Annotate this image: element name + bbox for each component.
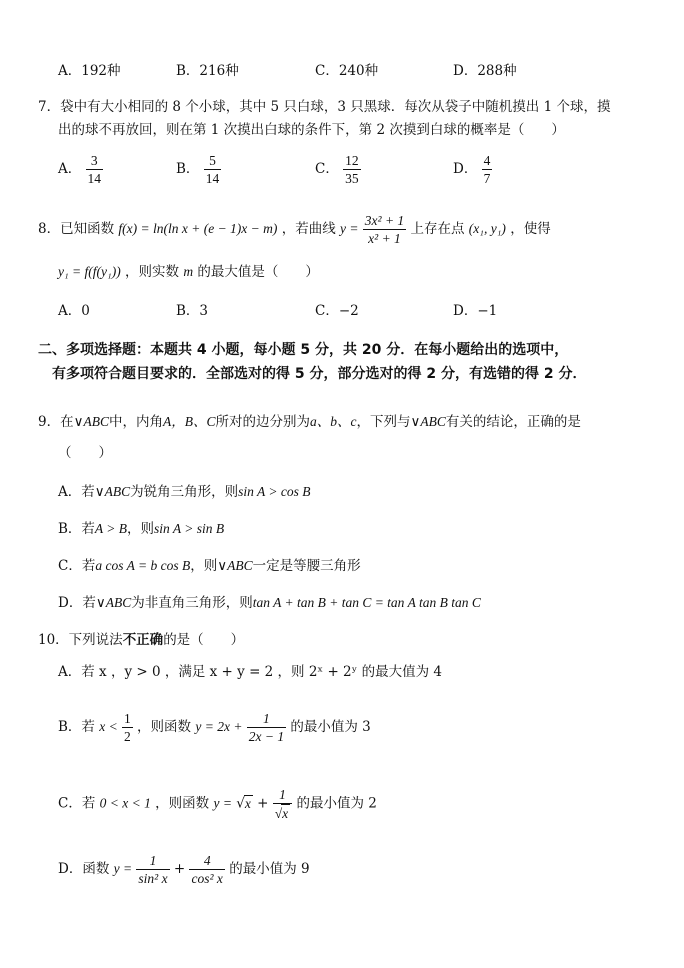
q8-function: f(x) = ln(ln x + (e − 1)x − m) — [118, 221, 278, 236]
q8-stem-line2: y₁ = f(f(y₁)) ，则实数 m 的最大值是（ ） — [58, 264, 319, 280]
q8-stem-line1: 8．已知函数 f(x) = ln(ln x + (e − 1)x − m) ，若曲线 y = $\frac{\text{3x² + 1}}{\text{x² + 1}}$ 上存在点 (x₁, y₁) ，使得 — [38, 213, 551, 246]
q8-condition: y₁ = f(f(y₁)) — [58, 264, 121, 279]
q9-option-a: A．若∨ABC为锐角三角形，则sin A > cos B — [58, 484, 311, 500]
q7-option-b-fraction: $\frac{5}{14}$ — [205, 153, 220, 186]
q6-option-c: C．240种 — [315, 63, 379, 79]
q10-option-b-fraction: $\frac{1}{2x - 1}$ — [248, 711, 285, 744]
q8-point: (x₁, y₁) — [468, 221, 506, 236]
q8-curve-fraction: $\frac{\text{3x² + 1}}{\text{x² + 1}}$ — [364, 213, 405, 246]
q10-option-b-half: $\frac{1}{2}$ — [124, 711, 131, 744]
q8-option-d: D．−1 — [453, 303, 498, 319]
q7-option-d-fraction: $\frac{4}{7}$ — [483, 153, 491, 186]
q8-option-c: C．−2 — [315, 303, 359, 319]
q10-option-c-fraction: $\frac{1}{√x}$ — [273, 786, 292, 822]
q7-option-a-fraction: $\frac{3}{14}$ — [87, 153, 102, 186]
q8-option-b: B．3 — [176, 303, 209, 319]
q10-option-b: B．若 x < $\frac{1}{2}$ ，则函数 y = 2x + $\frac{1}{2x - 1}$ 的最小值为 3 — [58, 711, 371, 744]
q9-stem-line1: 9．在∨ABC中，内角A，B、C所对的边分别为a、b、c，下列与∨ABC有关的结论，正确的是 — [38, 414, 581, 430]
sqrt-symbol: √ — [274, 806, 283, 821]
section2-heading-line2: 有多项符合题目要求的．全部选对的得 5 分，部分选对的得 2 分，有选错的得 2 分． — [52, 366, 587, 382]
q10-option-d-fraction2: $\frac{4}{\text{cos² x}}$ — [191, 853, 223, 886]
q9-option-b: B．若A > B，则sin A > sin B — [58, 521, 225, 537]
section2-heading-line1: 二、多项选择题：本题共 4 小题，每小题 5 分，共 20 分．在每小题给出的选项中， — [38, 342, 569, 358]
q7-option-c: C． $\frac{12}{35}$ — [315, 153, 359, 186]
q7-option-d: D． $\frac{4}{7}$ — [453, 153, 491, 186]
q10-option-a: A．若 x ，y > 0 ，满足 x + y = 2 ，则 2ˣ + 2ʸ 的最大值为 4 — [58, 664, 443, 680]
q7-stem-line1: 7．袋中有大小相同的 8 个小球，其中 5 只白球，3 只黑球．每次从袋子中随机摸出 1 个球，摸 — [38, 99, 611, 115]
q9-option-d: D．若∨ABC为非直角三角形，则tan A + tan B + tan C = tan A tan B tan C — [58, 595, 481, 611]
q8-curve-lhs: y = — [340, 221, 359, 236]
q10-option-d: D．函数 y = $\frac{1}{\text{sin² x}}$ + $\frac{4}{\text{cos² x}}$ 的最小值为 9 — [58, 853, 310, 886]
q7-option-a: A． $\frac{3}{14}$ — [58, 153, 102, 186]
q6-option-b: B．216种 — [176, 63, 239, 79]
q9-option-c: C．若a cos A = b cos B，则∨ABC一定是等腰三角形 — [58, 558, 361, 574]
q7-option-b: B． $\frac{5}{14}$ — [176, 153, 220, 186]
sqrt-symbol: √ — [236, 795, 245, 812]
q6-option-a: A．192种 — [58, 63, 121, 79]
q10-stem: 10．下列说法不正确的是（ ） — [38, 632, 245, 648]
q6-option-d: D．288种 — [453, 63, 517, 79]
q7-option-c-fraction: $\frac{12}{35}$ — [345, 153, 359, 186]
q9-stem-line2: （ ） — [58, 445, 112, 461]
q10-option-c: C．若 0 < x < 1 ，则函数 y = √x + $\frac{1}{√x}$ 的最小值为 2 — [58, 787, 377, 821]
q10-option-d-fraction1: $\frac{1}{\text{sin² x}}$ — [138, 853, 168, 886]
q7-stem-line2: 出的球不再放回，则在第 1 次摸出白球的条件下，第 2 次摸到白球的概率是（ ） — [58, 122, 565, 138]
q8-option-a: A．0 — [58, 303, 90, 319]
